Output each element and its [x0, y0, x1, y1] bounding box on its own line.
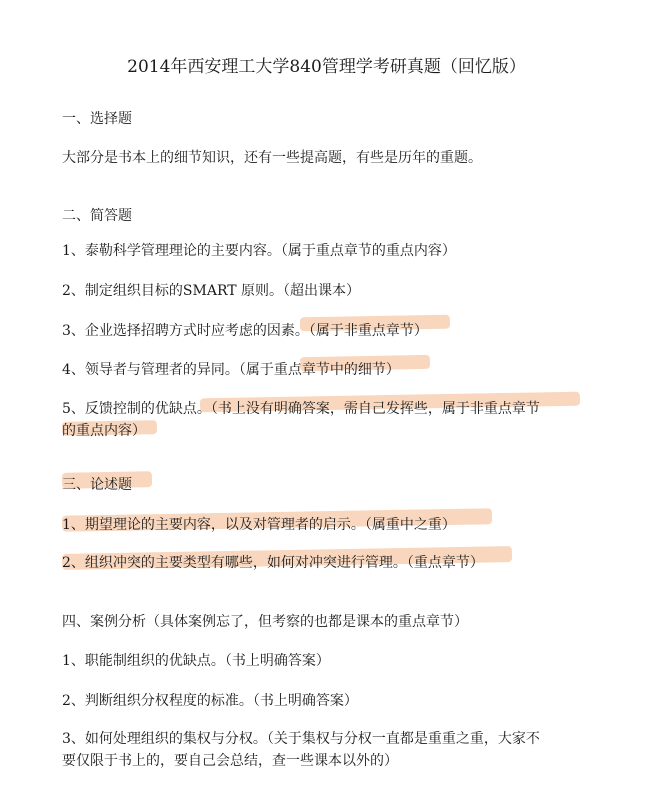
list-item: 1、职能制组织的优缺点。（书上明确答案） — [62, 653, 330, 669]
list-item-continuation: 要仅限于书上的，要自己会总结，查一些课本以外的） — [62, 753, 398, 769]
list-item: 1、期望理论的主要内容，以及对管理者的启示。（属重中之重） — [62, 517, 456, 533]
list-item-continuation: 的重点内容） — [62, 423, 146, 439]
list-item: 2、制定组织目标的SMART 原则。（超出课本） — [62, 283, 361, 299]
section-heading-case: 四、案例分析（具体案例忘了，但考察的也都是课本的重点章节） — [62, 614, 468, 630]
section-heading-short-answer: 二、简答题 — [62, 208, 132, 224]
section-text-choice: 大部分是书本上的细节知识，还有一些提高题，有些是历年的重题。 — [62, 150, 482, 166]
list-item: 3、如何处理组织的集权与分权。（关于集权与分权一直都是重重之重，大家不 — [62, 731, 540, 747]
section-heading-essay: 三、论述题 — [62, 477, 132, 493]
list-item: 2、判断组织分权程度的标准。（书上明确答案） — [62, 693, 358, 709]
list-item: 1、泰勒科学管理理论的主要内容。（属于重点章节的重点内容） — [62, 243, 456, 259]
section-heading-choice: 一、选择题 — [62, 111, 132, 127]
list-item: 3、企业选择招聘方式时应考虑的因素。（属于非重点章节） — [62, 323, 428, 339]
list-item: 2、组织冲突的主要类型有哪些，如何对冲突进行管理。（重点章节） — [62, 555, 484, 571]
document-title: 2014年西安理工大学840管理学考研真题（回忆版） — [127, 57, 526, 77]
list-item: 4、领导者与管理者的异同。（属于重点章节中的细节） — [62, 362, 400, 378]
list-item: 5、反馈控制的优缺点。（书上没有明确答案，需自己发挥些，属于非重点章节 — [62, 401, 540, 417]
